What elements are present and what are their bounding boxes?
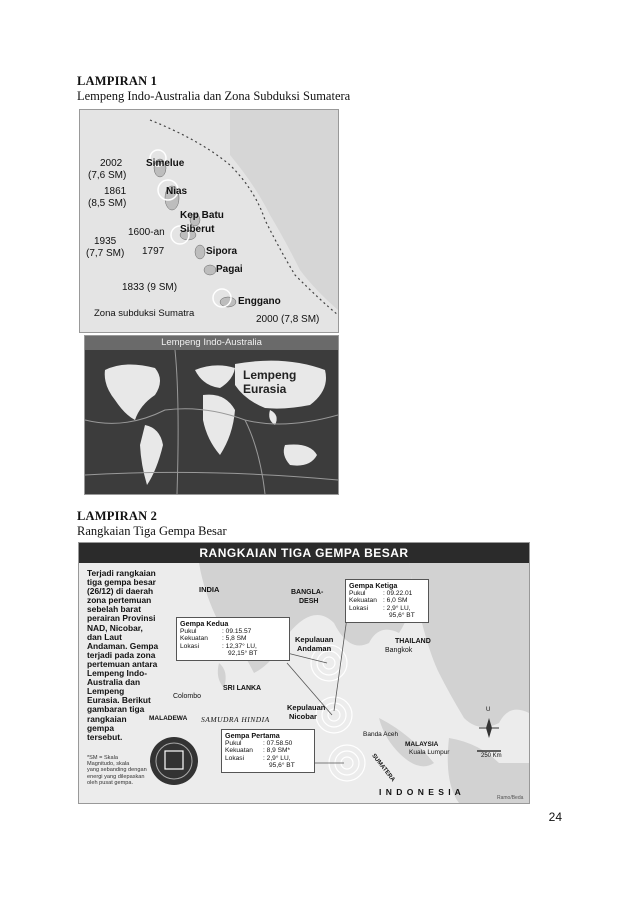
- intro-line: dan Laut: [87, 631, 122, 642]
- label-indonesia: I N D O N E S I A: [379, 787, 462, 797]
- row-key: Lokasi: [180, 642, 200, 650]
- gempa-kedua-box: [176, 617, 290, 661]
- gempa-pertama-row: [225, 747, 311, 755]
- gempa-kedua-row: [180, 628, 286, 636]
- intro-line: NAD, Nicobar,: [87, 622, 143, 633]
- gempa-pertama-row: [225, 740, 311, 748]
- gempa-ketiga-row: [349, 612, 425, 620]
- label-siberut: Siberut: [180, 224, 215, 235]
- label-1797: 1797: [142, 246, 165, 257]
- label-1861-sm: (8,5 SM): [88, 198, 127, 209]
- label-samudra-hindia: SAMUDRA HINDIA: [201, 715, 270, 724]
- intro-line: Terjadi rangkaian: [87, 568, 156, 578]
- lampiran1-subtitle: Lempeng Indo-Australia dan Zona Subduksi Sumatera: [77, 89, 351, 103]
- intro-line: sebelah barat: [87, 604, 141, 615]
- row-value: : 07.58.50: [263, 739, 293, 747]
- label-colombo: Colombo: [173, 693, 202, 700]
- row-value: : 6,0 SM: [383, 597, 408, 605]
- intro-line: Andaman. Gempa: [87, 640, 159, 651]
- label-kep-batu: Kep Batu: [180, 210, 224, 221]
- label-bangkok: Bangkok: [385, 647, 413, 654]
- world-map-graphic: [85, 350, 338, 494]
- gempa-pertama-row: [225, 755, 311, 763]
- label-desh: DESH: [299, 598, 319, 605]
- label-sumatera: SUMATERA: [370, 753, 396, 784]
- intro-line: rangkaian: [87, 713, 127, 724]
- label-2002: 2002: [100, 158, 123, 169]
- earthquake-infographic: [78, 542, 530, 804]
- label-zona-subduksi: Zona subduksi Sumatra: [94, 308, 195, 319]
- intro-line: Lempeng Indo-: [87, 668, 148, 679]
- lampiran1-title: LAMPIRAN 1: [77, 74, 158, 88]
- label-sipora: Sipora: [206, 246, 238, 257]
- intro-line: Lempeng: [87, 686, 125, 697]
- label-1833: 1833 (9 SM): [122, 282, 178, 293]
- label-sri-lanka: SRI LANKA: [223, 685, 262, 692]
- footnote-line: Magnitudo, skala: [87, 761, 130, 768]
- row-key: Pukul: [349, 589, 366, 597]
- label-enggano: Enggano: [238, 296, 281, 307]
- row-value: : 09.22.01: [383, 589, 413, 597]
- intro-line: gempa: [87, 722, 114, 733]
- intro-line: terjadi pada zona: [87, 649, 156, 660]
- gempa-pertama-title: Gempa Pertama: [225, 731, 280, 740]
- plate-band-label: Lempeng Indo-Australia: [85, 336, 338, 350]
- label-1600an: 1600-an: [128, 227, 165, 238]
- gempa-pertama-box: [221, 729, 315, 773]
- label-credit: Ramo/Beda: [497, 795, 524, 801]
- footnote-line: energi yang dilepaskan: [87, 773, 145, 780]
- row-value: 95,6° BT: [389, 612, 415, 620]
- lampiran2-heading: [77, 509, 227, 539]
- row-value: : 2,9° LU,: [383, 604, 411, 612]
- label-kepulauan-nicobar-2: Nicobar: [289, 712, 317, 721]
- label-malaysia: MALAYSIA: [405, 741, 439, 748]
- gempa-pertama-row: [225, 762, 311, 770]
- gempa-ketiga-title: Gempa Ketiga: [349, 581, 398, 590]
- label-eurasia: Eurasia: [243, 382, 287, 396]
- compass-u: U: [486, 707, 491, 713]
- row-key: Pukul: [180, 627, 197, 635]
- intro-line: perairan Provinsi: [87, 613, 156, 624]
- lampiran2-title: LAMPIRAN 2: [77, 509, 158, 523]
- intro-line: pertemuan antara: [87, 658, 158, 669]
- label-2000: 2000 (7,8 SM): [256, 314, 320, 325]
- row-key: Pukul: [225, 739, 242, 747]
- label-1861: 1861: [104, 186, 127, 197]
- gempa-ketiga-box: [345, 579, 429, 623]
- gempa-kedua-row: [180, 635, 286, 643]
- infographic-footnote: [87, 755, 147, 786]
- gempa-ketiga-row: [349, 590, 425, 598]
- row-value: 92,15° BT: [228, 650, 258, 658]
- label-1935-sm: (7,7 SM): [86, 248, 125, 259]
- gempa-kedua-row: [180, 650, 286, 658]
- label-india: INDIA: [199, 585, 220, 594]
- page-number: 24: [548, 810, 562, 824]
- label-scale: 250 Km: [481, 753, 502, 759]
- label-maladewa: MALADEWA: [149, 715, 188, 722]
- world-plates-map: [84, 335, 339, 495]
- row-value: : 12,37° LU,: [222, 642, 257, 650]
- label-pagai: Pagai: [216, 264, 243, 275]
- footnote-line: *SM = Skala: [87, 755, 118, 761]
- sumatra-coastline-graphic: [80, 110, 338, 332]
- sumatra-subduction-map: [79, 109, 339, 333]
- row-value: : 09.15.57: [222, 627, 252, 635]
- intro-line: tersebut.: [87, 731, 123, 742]
- intro-line: Australia dan: [87, 677, 141, 688]
- lampiran1-heading: [77, 74, 350, 104]
- row-value: 95,6° BT: [269, 762, 295, 770]
- label-simelue: Simelue: [146, 158, 185, 169]
- label-banda-aceh: Banda Aceh: [363, 731, 399, 738]
- label-kuala-lumpur: Kuala Lumpur: [409, 749, 450, 756]
- intro-line: zona pertemuan: [87, 595, 152, 606]
- label-2002-sm: (7,6 SM): [88, 170, 127, 181]
- footnote-line: oleh pusat gempa.: [87, 779, 134, 786]
- lampiran2-subtitle: Rangkaian Tiga Gempa Besar: [77, 524, 227, 538]
- row-key: Lokasi: [225, 754, 245, 762]
- label-kepulauan-andaman-2: Andaman: [297, 644, 332, 653]
- label-thailand: THAILAND: [395, 638, 431, 645]
- label-1935: 1935: [94, 236, 117, 247]
- row-key: Kekuatan: [180, 635, 208, 643]
- label-lempeng: Lempeng: [243, 368, 297, 382]
- label-kepulauan-nicobar-1: Kepulauan: [287, 703, 326, 712]
- infographic-header: RANGKAIAN TIGA GEMPA BESAR: [79, 543, 529, 563]
- row-key: Lokasi: [349, 604, 369, 612]
- intro-line: Eurasia. Berikut: [87, 695, 151, 706]
- intro-line: gambaran tiga: [87, 704, 145, 715]
- gempa-ketiga-row: [349, 597, 425, 605]
- row-key: Kekuatan: [349, 597, 377, 605]
- label-kepulauan-andaman-1: Kepulauan: [295, 635, 334, 644]
- row-value: : 2,9° LU,: [263, 754, 291, 762]
- footnote-line: yang sebanding dengan: [87, 767, 147, 774]
- row-value: : 5,8 SM: [222, 635, 247, 643]
- intro-line: (26/12) di daerah: [87, 586, 154, 597]
- row-value: : 8,9 SM*: [263, 747, 291, 755]
- label-bangla: BANGLA-: [291, 589, 324, 596]
- gempa-kedua-title: Gempa Kedua: [180, 619, 229, 628]
- intro-line: tiga gempa besar: [87, 577, 156, 588]
- row-key: Kekuatan: [225, 747, 253, 755]
- label-nias: Nias: [166, 186, 188, 197]
